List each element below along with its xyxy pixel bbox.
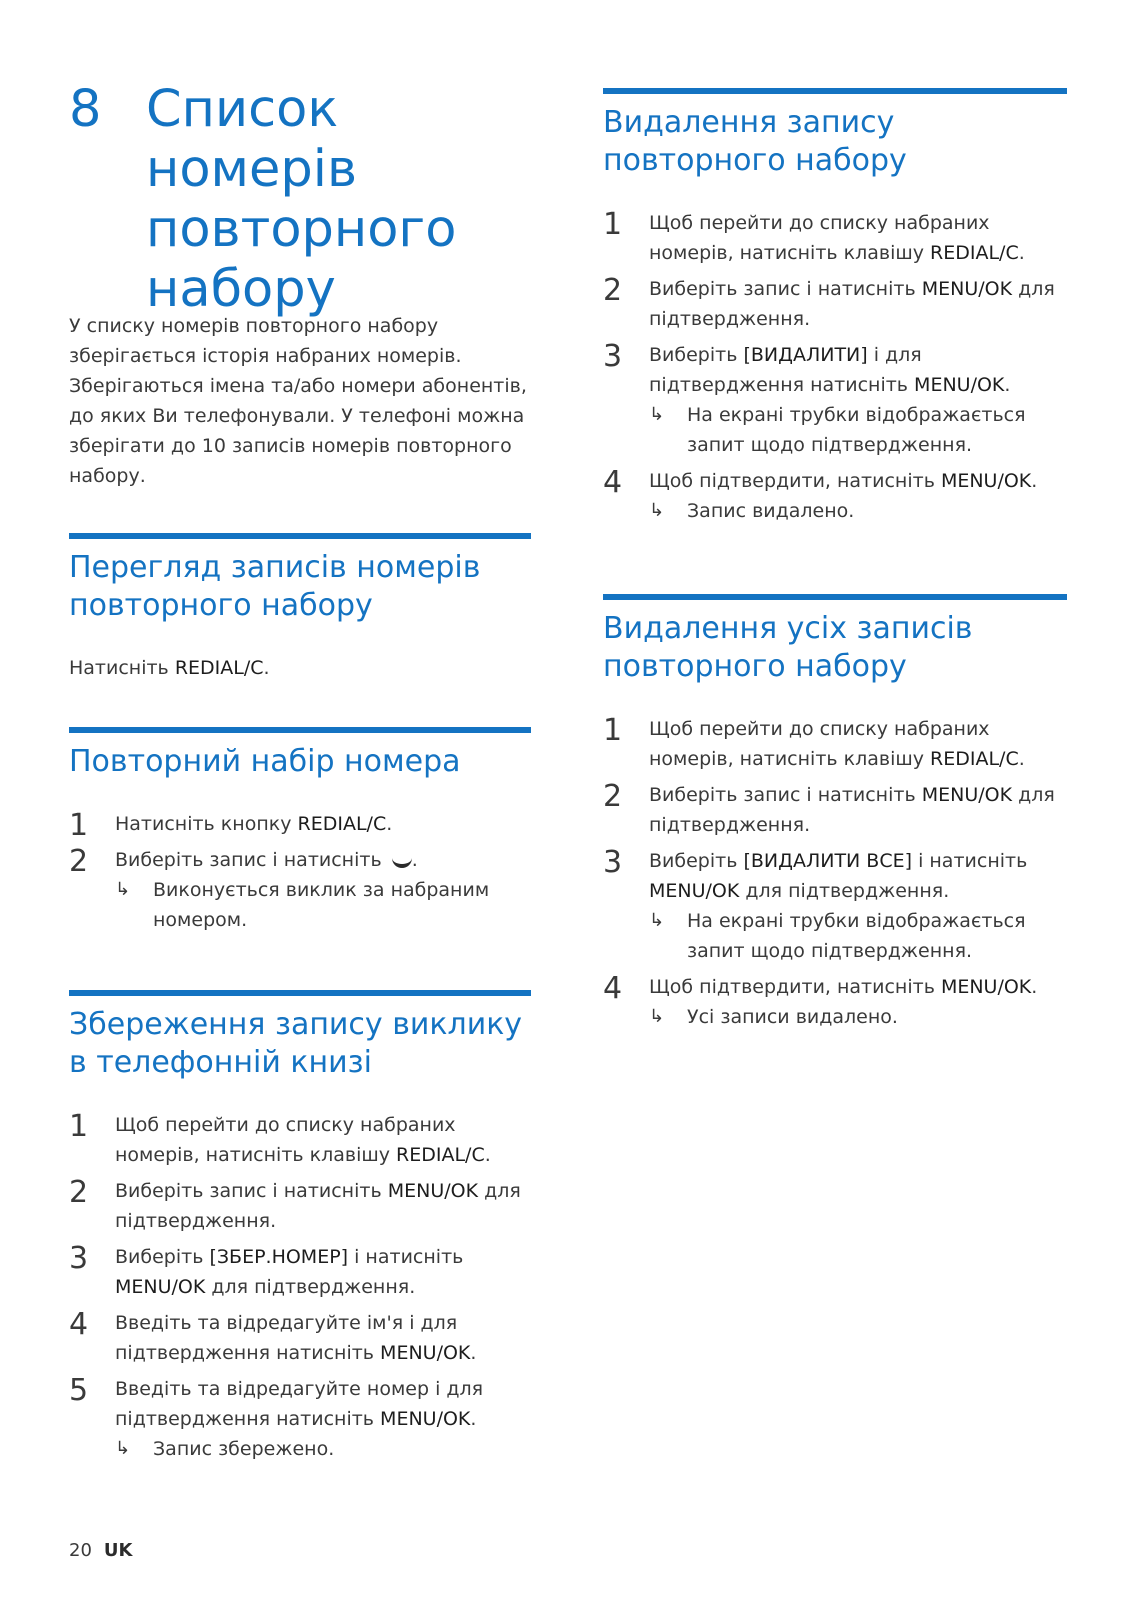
step (603, 714, 1067, 774)
redial-steps (69, 809, 531, 935)
step (603, 466, 1067, 526)
section-rule (603, 88, 1067, 94)
step-text: Виберіть запис і натисніть (115, 1180, 388, 1202)
step (603, 274, 1067, 334)
step (69, 1242, 531, 1302)
result-arrow-icon: ↳ (649, 910, 665, 931)
key-redial: REDIAL/C (297, 813, 387, 835)
right-column (603, 0, 1067, 1601)
section-view (69, 533, 531, 683)
result-text: Усі записи видалено. (687, 1006, 898, 1028)
menu-option: [ВИДАЛИТИ] (743, 344, 868, 366)
result-text: Запис збережено. (153, 1438, 335, 1460)
step-number: 3 (603, 339, 623, 374)
step-result (649, 400, 1067, 460)
step (603, 208, 1067, 268)
step-suffix: для підтвердження. (205, 1276, 416, 1298)
step-text: Виберіть (649, 850, 744, 872)
step-text: Щоб підтвердити, натисніть (649, 470, 941, 492)
step-suffix: . (1004, 374, 1011, 396)
step-suffix: . (1018, 242, 1025, 264)
result-arrow-icon: ↳ (649, 1006, 665, 1027)
page-number: 20 (69, 1540, 92, 1561)
step-suffix: . (1018, 748, 1025, 770)
section-title: Видалення запису повторного набору (603, 105, 907, 178)
key-redial: REDIAL/C (174, 657, 264, 679)
step-number: 2 (69, 1175, 89, 1210)
result-text: На екрані трубки відображається запит щодо підтвердження. (687, 910, 1026, 962)
view-instruction (69, 653, 531, 683)
result-arrow-icon: ↳ (649, 500, 665, 521)
step-suffix: . (411, 849, 418, 871)
step-text: Виберіть (649, 344, 744, 366)
menu-option: [ЗБЕР.НОМЕР] (209, 1246, 349, 1268)
instruction-text: Натисніть (69, 657, 175, 679)
key-redial: REDIAL/C (396, 1144, 485, 1166)
step-text: і натисніть (912, 850, 1028, 872)
step-number: 1 (69, 1109, 89, 1144)
step (603, 972, 1067, 1032)
result-text: Запис видалено. (687, 500, 855, 522)
language-code: UK (103, 1540, 133, 1561)
key-menu-ok: MENU/OK (940, 470, 1032, 492)
step-suffix: для підтвердження. (739, 880, 950, 902)
key-menu-ok: MENU/OK (921, 784, 1013, 806)
step-result (649, 906, 1067, 966)
key-menu-ok: MENU/OK (387, 1180, 479, 1202)
step-number: 4 (603, 465, 623, 500)
step-number: 3 (603, 845, 623, 880)
step-number: 2 (603, 273, 623, 308)
section-delete-all (603, 594, 1067, 1038)
step-suffix: . (1031, 976, 1038, 998)
section-rule (69, 727, 531, 733)
step (69, 1308, 531, 1368)
step-text: Щоб перейти до списку набраних номерів, натисніть клавішу (649, 718, 990, 770)
step-text: Натисніть кнопку (115, 813, 298, 835)
step (69, 1176, 531, 1236)
step-text: Виберіть запис і натисніть (115, 849, 388, 871)
step-number: 2 (69, 844, 89, 879)
step-result (649, 1002, 1067, 1032)
section-title: Видалення усіх записів повторного набору (603, 611, 973, 684)
call-button-icon (392, 854, 412, 868)
step-suffix: для підтвердження. (115, 1180, 521, 1232)
step (69, 845, 531, 935)
step-suffix: для підтвердження. (649, 784, 1055, 836)
step-text: Виберіть запис і натисніть (649, 278, 922, 300)
intro-paragraph: У списку номерів повторного набору зберігається історія набраних номерів. Зберігаються імена та/або номери абонентів, до яких Ви телефонували. У телефоні можна зберігати до 10 записів номерів повторного набору. (69, 315, 527, 487)
step-text: і натисніть (348, 1246, 464, 1268)
step-number: 1 (603, 207, 623, 242)
chapter-title: Список номерів повторного набору (146, 80, 457, 319)
key-menu-ok: MENU/OK (380, 1342, 471, 1364)
step-text: Виберіть запис і натисніть (649, 784, 922, 806)
section-delete (603, 88, 1067, 532)
section-rule (69, 533, 531, 539)
step-suffix: . (386, 813, 393, 835)
delete-all-steps (603, 714, 1067, 1032)
step-number: 3 (69, 1241, 89, 1276)
step-number: 2 (603, 779, 623, 814)
step (603, 340, 1067, 460)
step (69, 1110, 531, 1170)
step (69, 1374, 531, 1464)
section-rule (603, 594, 1067, 600)
delete-steps (603, 208, 1067, 526)
step-number: 1 (69, 808, 89, 843)
step-suffix: . (470, 1342, 477, 1364)
step-result (115, 1434, 531, 1464)
step-text: Щоб перейти до списку набраних номерів, натисніть клавішу (649, 212, 990, 264)
chapter-number: 8 (69, 80, 102, 139)
step-text: Введіть та відредагуйте номер і для підтвердження натисніть (115, 1378, 484, 1430)
section-title: Повторний набір номера (69, 744, 461, 779)
step (69, 808, 531, 843)
step-suffix: . (484, 1144, 491, 1166)
section-title: Збереження запису виклику в телефонній книзі (69, 1007, 523, 1080)
step-text: і для підтвердження натисніть (649, 344, 922, 396)
step-suffix: . (1031, 470, 1038, 492)
key-menu-ok: MENU/OK (380, 1408, 471, 1430)
step-number: 4 (603, 971, 623, 1006)
save-steps (69, 1110, 531, 1464)
page-footer (69, 1540, 132, 1561)
step-text: Щоб перейти до списку набраних номерів, натисніть клавішу (115, 1114, 456, 1166)
result-arrow-icon: ↳ (115, 1438, 131, 1459)
section-rule (69, 990, 531, 996)
key-redial: REDIAL/C (930, 748, 1019, 770)
key-menu-ok: MENU/OK (940, 976, 1032, 998)
step-text: Щоб підтвердити, натисніть (649, 976, 941, 998)
menu-option: [ВИДАЛИТИ ВСЕ] (743, 850, 913, 872)
result-text: Виконується виклик за набраним номером. (153, 879, 490, 931)
section-title: Перегляд записів номерів повторного набору (69, 550, 481, 623)
section-save (69, 990, 531, 1470)
result-arrow-icon: ↳ (115, 879, 131, 900)
step-text: Введіть та відредагуйте ім'я і для підтвердження натисніть (115, 1312, 458, 1364)
step-suffix: для підтвердження. (649, 278, 1055, 330)
step (603, 780, 1067, 840)
key-menu-ok: MENU/OK (115, 1276, 206, 1298)
step-result (115, 875, 531, 935)
key-redial: REDIAL/C (930, 242, 1019, 264)
left-column (69, 0, 531, 1601)
key-menu-ok: MENU/OK (649, 880, 740, 902)
key-menu-ok: MENU/OK (921, 278, 1013, 300)
step (603, 846, 1067, 966)
step-number: 4 (69, 1307, 89, 1342)
step-suffix: . (470, 1408, 477, 1430)
result-arrow-icon: ↳ (649, 404, 665, 425)
step-number: 1 (603, 713, 623, 748)
step-result (649, 496, 1067, 526)
key-menu-ok: MENU/OK (914, 374, 1005, 396)
step-number: 5 (69, 1373, 89, 1408)
result-text: На екрані трубки відображається запит щодо підтвердження. (687, 404, 1026, 456)
instruction-suffix: . (263, 657, 270, 679)
step-text: Виберіть (115, 1246, 210, 1268)
section-redial (69, 727, 531, 941)
